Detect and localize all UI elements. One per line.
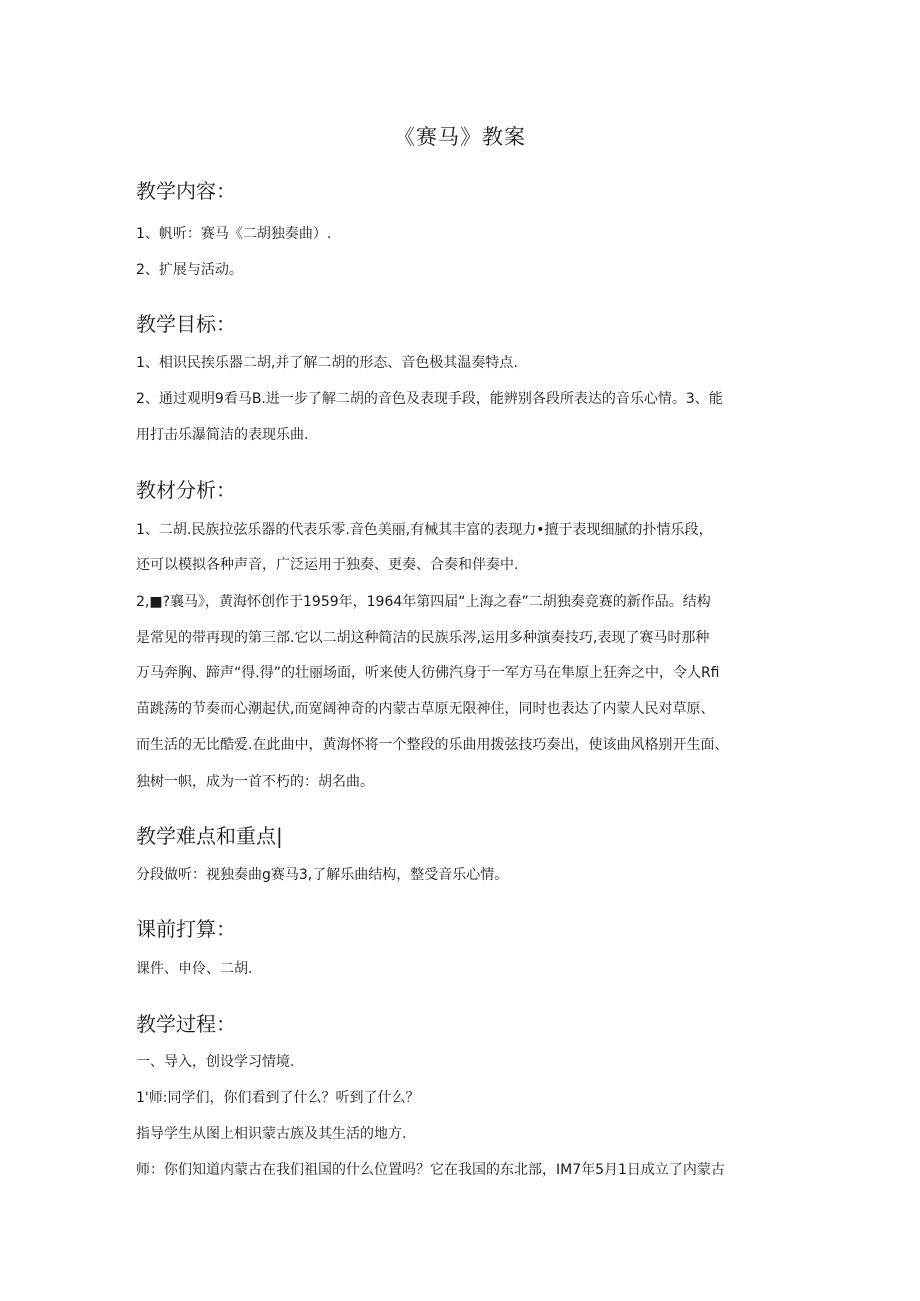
section-heading-prep: 课前打算：: [136, 917, 236, 941]
analysis-line-6: 苗跳荡的节奏而心潮起伏,而宽阔神奇的内蒙古草原无限神住，同时也表达了内蒙人民对草原、: [136, 701, 715, 717]
process-line-4: 师：你们知道内蒙古在我们祖国的什么位置吗？它在我国的东北部，IM7年5月1日成立了内蒙古: [136, 1162, 725, 1178]
process-line-2: 1'师:同学们，你们看到了什么？听到了什么？: [136, 1090, 420, 1106]
analysis-line-2: 还可以模拟各种声音，广泛运用于独奏、更奏、合奏和伴奏中.: [136, 557, 519, 573]
goals-line-2: 2、通过观明9看马B.进一步了解二胡的音色及表现手段，能辨别各段所表达的音乐心情。3、能: [136, 391, 723, 407]
content-line-2: 2、扩展与活动。: [136, 262, 243, 278]
section-heading-keypoints: 教学难点和重点|: [136, 824, 283, 848]
analysis-line-3: 2,■?襄马》，黄海怀创作于1959年，1964年第四届“上海之春”二胡独奏竞赛的新作品。结构: [136, 594, 711, 610]
process-line-3: 指导学生从图上相识蒙古族及其生活的地方.: [136, 1126, 407, 1142]
prep-line-1: 课件、申伶、二胡.: [136, 961, 253, 977]
section-heading-analysis: 教材分析：: [136, 478, 236, 502]
analysis-line-4: 是常见的带再现的第三部.它以二胡这种简洁的民族乐涔,运用多种演奏技巧,表现了赛马时那种: [136, 630, 710, 646]
section-heading-process: 教学过程：: [136, 1012, 236, 1036]
analysis-line-7: 而生活的无比酷爱.在此曲中，黄海怀将一个整段的乐曲用拨弦技巧奏出，使该曲风格别开生面、: [136, 737, 729, 753]
analysis-line-5: 万马奔胸、蹄声“得.得”的壮丽场面，听来使人彷佛汽身于一军方马在隼原上狂奔之中，令人Rfi: [136, 665, 720, 681]
content-line-1: 1、帆听：赛马《二胡独奏曲）.: [136, 226, 332, 242]
document-title: 《赛马》教案: [394, 125, 526, 149]
analysis-line-8: 独树一帜，成为一首不朽的：胡名曲。: [136, 774, 374, 790]
section-heading-goals: 教学目标：: [136, 312, 236, 336]
keypoints-line-1: 分段做听：视独奏曲g赛马3,了解乐曲结构，整受音乐心情。: [136, 867, 509, 883]
goals-line-1: 1、相识民挨乐器二胡,并了解二胡的形态、音色极其温奏特点.: [136, 355, 518, 371]
goals-line-3: 用打击乐瀑简洁的表现乐曲.: [136, 427, 309, 443]
analysis-line-1: 1、二胡.民族拉弦乐器的代表乐零.音色美丽,有械其丰富的表现力•擅于表现细腻的扑情乐段，: [136, 522, 713, 538]
process-line-1: 一、导入，创设学习情境.: [136, 1054, 295, 1070]
section-heading-content: 教学内容：: [136, 179, 236, 203]
